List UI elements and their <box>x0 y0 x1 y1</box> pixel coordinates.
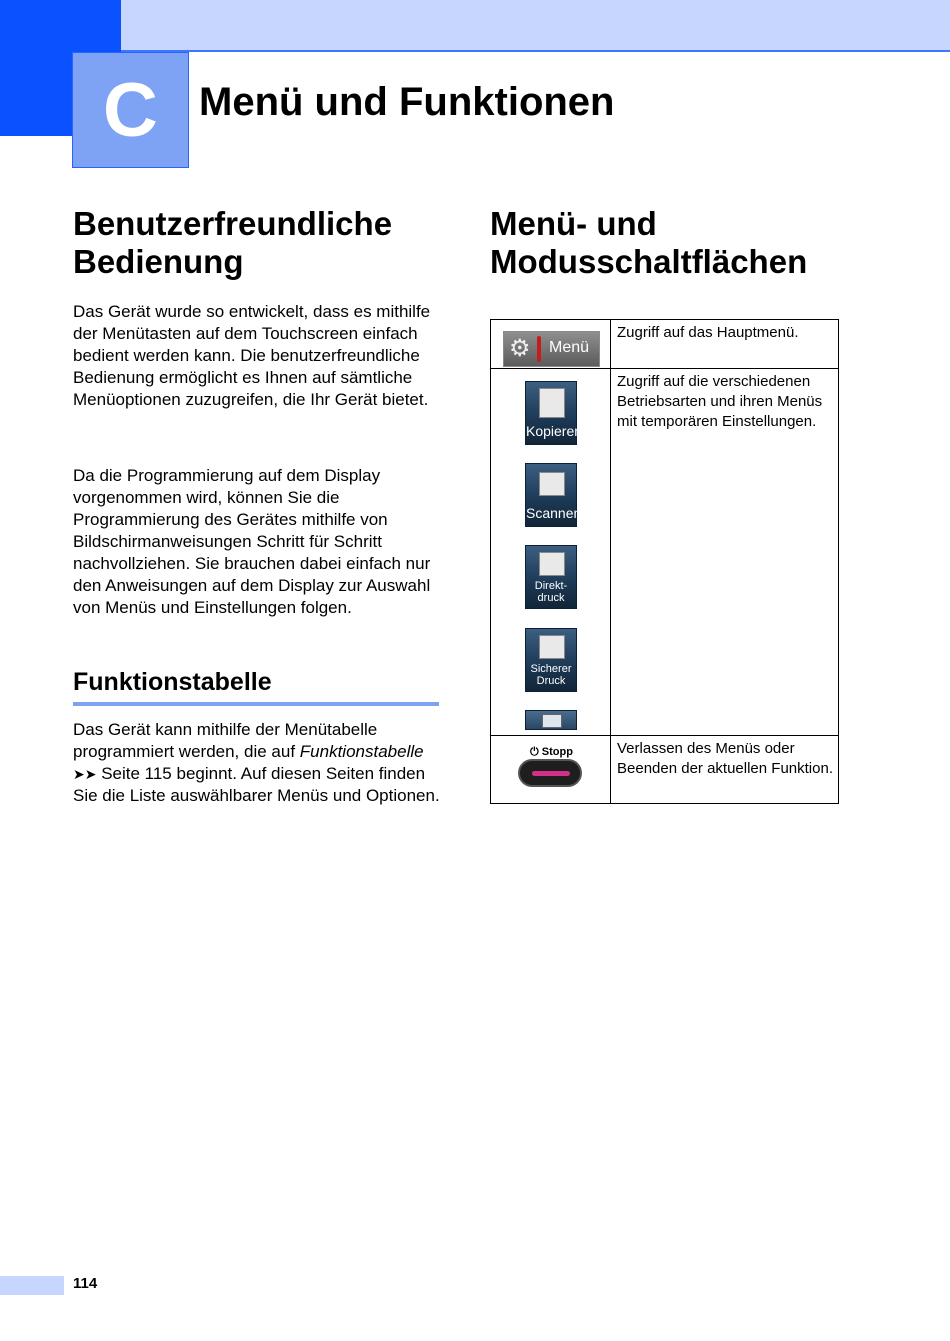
modes-description: Zugriff auf die verschiedenen Betriebsarten und ihren Menüs mit temporären Einstellungen. <box>617 373 823 430</box>
stop-description: Verlassen des Menüs oder Beenden der aktuellen Funktion. <box>617 740 833 777</box>
book-mode-button[interactable] <box>525 710 577 730</box>
scan-mode-button[interactable] <box>525 463 582 527</box>
menu-button-label: Menü <box>549 339 590 356</box>
menu-description: Zugriff auf das Hauptmenü. <box>617 324 799 341</box>
subsection-underline <box>73 702 439 706</box>
gear-icon: ⚙ <box>509 335 531 362</box>
secure-print-label: Sicherer Druck <box>530 663 572 687</box>
stop-button[interactable] <box>518 759 582 787</box>
table-row-divider <box>491 735 838 736</box>
table-column-divider <box>610 320 611 803</box>
page-title: Menü und Funktionen <box>199 80 615 124</box>
power-icon: ⏻ <box>530 746 539 758</box>
copy-mode-button[interactable] <box>525 381 583 445</box>
paragraph-programming: Da die Programmierung auf dem Display vorgenommen wird, können Sie die Programmierung des Gerätes mithilfe von Bildschirmanweisungen Schritt für Schritt nachvollziehen. Sie brauchen dabei einfach nur den Anweisungen auf dem Display zur Auswahl von Menüs und Einstellungen folgen. <box>73 466 431 617</box>
direct-print-icon <box>539 552 565 576</box>
scanner-icon <box>539 472 565 496</box>
subsection-title-function-table: Funktionstabelle <box>73 668 272 696</box>
copy-icon <box>539 388 565 418</box>
section-title-buttons: Menü- und Modusschaltflächen <box>490 205 808 280</box>
stop-indicator <box>532 771 570 776</box>
menu-button[interactable] <box>503 331 600 367</box>
para3-text-end: Seite 115 beginnt. Auf diesen Seiten finden Sie die Liste auswählbarer Menüs und Optionen. <box>73 764 440 805</box>
footer-accent-bar <box>0 1276 64 1295</box>
para3-text-start: Das Gerät kann mithilfe der Menütabelle programmiert werden, die auf <box>73 720 378 761</box>
scan-label: Scannen <box>526 505 582 521</box>
chapter-letter: C <box>103 67 158 153</box>
secure-print-button[interactable] <box>525 628 577 692</box>
paragraph-intro: Das Gerät wurde so entwickelt, dass es mithilfe der Menütasten auf dem Touchscreen einfach bedient werden kann. Die benutzerfreundliche Bedienung ermöglicht es Ihnen auf sämtliche Menüoptionen zuzugreifen, die Ihr Gerät bietet. <box>73 302 431 409</box>
direct-print-label: Direkt- druck <box>534 580 568 604</box>
section-title-usability: Benutzerfreundliche Bedienung <box>73 205 393 280</box>
screwdriver-icon <box>537 336 541 362</box>
book-icon <box>542 714 562 728</box>
mode-buttons-table <box>490 319 839 804</box>
stop-button-label: ⏻ Stopp <box>530 746 573 758</box>
paragraph-function-table <box>73 719 443 807</box>
direct-print-button[interactable] <box>525 545 577 609</box>
page-number: 114 <box>73 1275 98 1292</box>
function-table-link[interactable]: Funktionstabelle <box>299 742 424 761</box>
table-row-divider <box>491 368 838 369</box>
lock-icon <box>539 635 565 659</box>
copy-label: Kopieren <box>526 423 583 439</box>
header-band <box>121 0 950 52</box>
page-ref-arrows: ➤➤ <box>73 766 97 782</box>
